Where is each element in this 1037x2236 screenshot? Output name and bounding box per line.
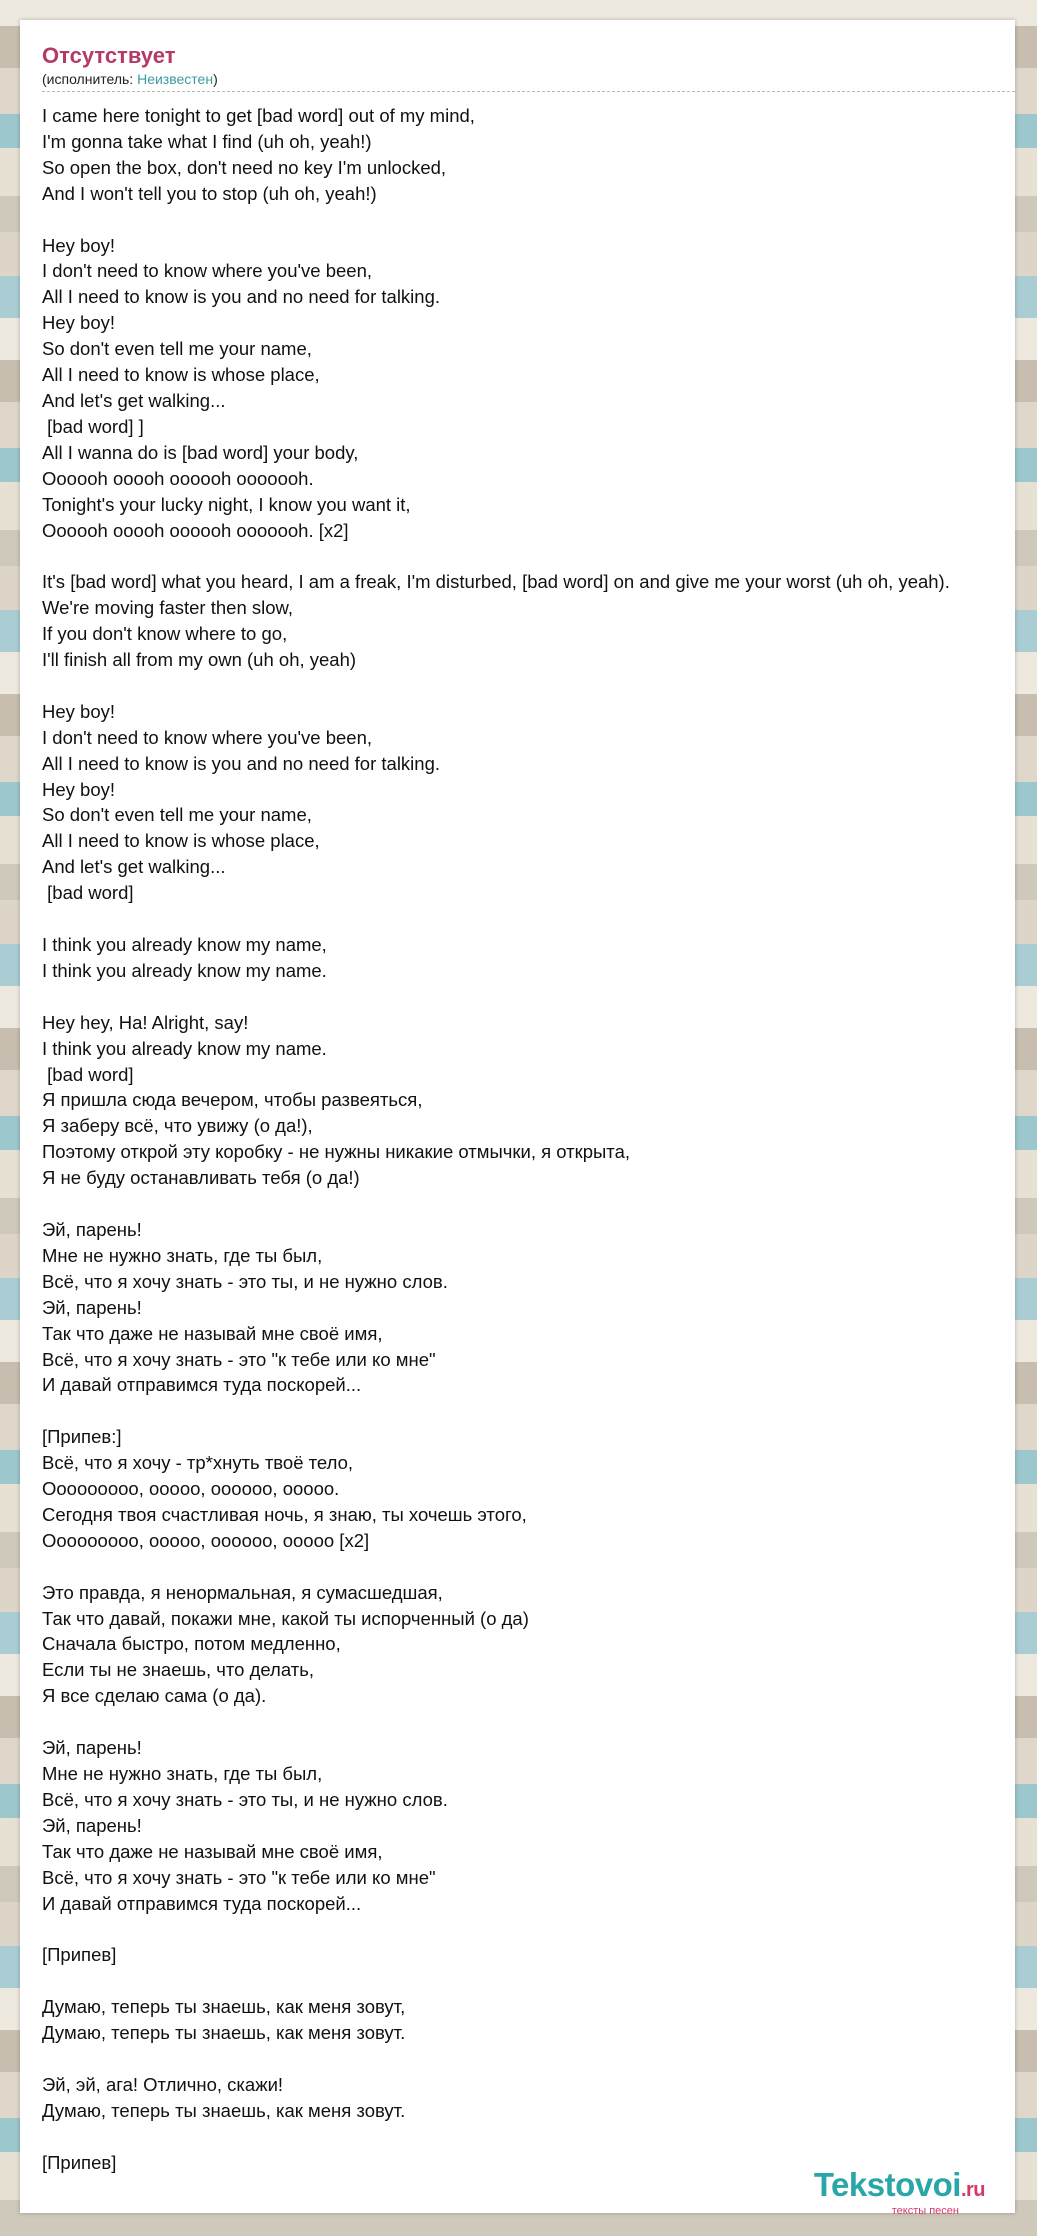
- lyrics-line: I think you already know my name.: [42, 1037, 327, 1059]
- lyrics-line: Я заберу всё, что увижу (о да!),: [42, 1115, 313, 1137]
- site-logo[interactable]: [814, 2168, 985, 2217]
- lyrics-line: It's [bad word] what you heard, I am a freak, I'm disturbed, [bad word] on and give me your worst (uh oh, yeah).: [42, 571, 950, 593]
- lyrics-line: Так что давай, покажи мне, какой ты испорченный (о да): [42, 1607, 529, 1629]
- logo-tld: .ru: [960, 2179, 985, 2201]
- lyrics-line: Я не буду останавливать тебя (о да!): [42, 1167, 360, 1189]
- lyrics-line: Если ты не знаешь, что делать,: [42, 1659, 314, 1681]
- lyrics-line: [bad word] ]: [42, 415, 144, 437]
- lyrics-line: И давай отправимся туда поскорей...: [42, 1892, 362, 1914]
- lyrics-line: Эй, эй, ага! Отлично, скажи!: [42, 2073, 284, 2095]
- lyrics-text: [42, 103, 1037, 2176]
- lyrics-line: Hey hey, Ha! Alright, say!: [42, 1011, 249, 1033]
- lyrics-line: I'll finish all from my own (uh oh, yeah): [42, 649, 357, 671]
- lyrics-line: So open the box, don't need no key I'm unlocked,: [42, 156, 447, 178]
- lyrics-line: All I need to know is you and no need for talking.: [42, 752, 441, 774]
- lyrics-line: Думаю, теперь ты знаешь, как меня зовут.: [42, 2022, 406, 2044]
- lyrics-line: И давай отправимся туда поскорей...: [42, 1374, 362, 1396]
- lyrics-line: Всё, что я хочу - тр*хнуть твоё тело,: [42, 1452, 354, 1474]
- lyrics-line: Всё, что я хочу знать - это "к тебе или ко мне": [42, 1866, 436, 1888]
- lyrics-line: Эй, парень!: [42, 1814, 142, 1836]
- content-panel: [20, 20, 1015, 2217]
- lyrics-line: Oooooh ooooh oooooh ooooooh. [x2]: [42, 519, 349, 541]
- lyrics-line: Oooooh ooooh oooooh ooooooh.: [42, 467, 314, 489]
- lyrics-line: All I need to know is whose place,: [42, 364, 320, 386]
- lyrics-line: Так что даже не называй мне своё имя,: [42, 1840, 383, 1862]
- lyrics-line: And I won't tell you to stop (uh oh, yeah!): [42, 182, 377, 204]
- lyrics-line: Hey boy!: [42, 700, 116, 722]
- lyrics-line: Так что даже не называй мне своё имя,: [42, 1322, 383, 1344]
- lyrics-line: All I need to know is you and no need for talking.: [42, 286, 441, 308]
- logo-tagline: тексты песен: [891, 2205, 959, 2217]
- lyrics-line: Hey boy!: [42, 312, 116, 334]
- lyrics-line: [bad word]: [42, 1063, 134, 1085]
- lyrics-line: Tonight's your lucky night, I know you want it,: [42, 493, 411, 515]
- lyrics-line: Сегодня твоя счастливая ночь, я знаю, ты хочешь этого,: [42, 1503, 527, 1525]
- lyrics-line: Hey boy!: [42, 778, 116, 800]
- lyrics-line: So don't even tell me your name,: [42, 804, 312, 826]
- lyrics-line: Всё, что я хочу знать - это "к тебе или ко мне": [42, 1348, 436, 1370]
- lyrics-line: Это правда, я ненормальная, я сумасшедшая,: [42, 1581, 443, 1603]
- lyrics-line: I came here tonight to get [bad word] out of my mind,: [42, 105, 475, 126]
- lyrics-line: Сначала быстро, потом медленно,: [42, 1633, 341, 1655]
- lyrics-line: Эй, парень!: [42, 1218, 142, 1240]
- lyrics-line: All I need to know is whose place,: [42, 830, 320, 852]
- lyrics-line: Думаю, теперь ты знаешь, как меня зовут.: [42, 2099, 406, 2121]
- lyrics-line: Думаю, теперь ты знаешь, как меня зовут,: [42, 1996, 406, 2018]
- lyrics-line: I think you already know my name.: [42, 959, 327, 981]
- logo-wordmark: [814, 2168, 985, 2207]
- lyrics-line: We're moving faster then slow,: [42, 597, 293, 619]
- lyrics-line: So don't even tell me your name,: [42, 338, 312, 360]
- artist-line: [42, 70, 1015, 92]
- lyrics-line: And let's get walking...: [42, 856, 226, 878]
- lyrics-line: Мне не нужно знать, где ты был,: [42, 1763, 323, 1784]
- lyrics-line: Всё, что я хочу знать - это ты, и не нужно слов.: [42, 1788, 448, 1810]
- lyrics-line: I think you already know my name,: [42, 934, 327, 955]
- lyrics-line: Hey boy!: [42, 234, 116, 256]
- logo-word: Tekstovoi: [813, 2166, 961, 2203]
- lyrics-line: Эй, парень!: [42, 1737, 142, 1759]
- lyrics-line: [bad word]: [42, 882, 134, 904]
- lyrics-line: Поэтому открой эту коробку - не нужны никакие отмычки, я открыта,: [42, 1141, 630, 1163]
- lyrics-line: Я все сделаю сама (о да).: [42, 1685, 267, 1707]
- lyrics-line: Всё, что я хочу знать - это ты, и не нужно слов.: [42, 1270, 448, 1292]
- lyrics-line: Ооооооооо, ооооо, оооооо, ооооо.: [42, 1478, 340, 1500]
- lyrics-line: Ооооооооо, ооооо, оооооо, ооооо [x2]: [42, 1529, 370, 1551]
- artist-link[interactable]: Неизвестен: [137, 71, 214, 87]
- lyrics-line: [Припев:]: [42, 1426, 122, 1448]
- lyrics-line: Эй, парень!: [42, 1296, 142, 1318]
- lyrics-line: I don't need to know where you've been,: [42, 726, 373, 748]
- song-title: Отсутствует: [42, 43, 176, 68]
- lyrics-line: I don't need to know where you've been,: [42, 260, 373, 282]
- lyrics-line: [Припев]: [42, 1944, 117, 1966]
- lyrics-line: All I wanna do is [bad word] your body,: [42, 441, 359, 463]
- lyrics-line: Я пришла сюда вечером, чтобы развеяться,: [42, 1089, 423, 1111]
- artist-prefix: (исполнитель:: [42, 71, 138, 87]
- song-header: [42, 42, 1015, 92]
- lyrics-line: I'm gonna take what I find (uh oh, yeah!): [42, 130, 372, 152]
- lyrics-line: If you don't know where to go,: [42, 623, 288, 645]
- artist-suffix: ): [213, 71, 218, 87]
- lyrics-line: Мне не нужно знать, где ты был,: [42, 1244, 323, 1266]
- lyrics-line: [Припев]: [42, 2151, 117, 2173]
- lyrics-line: And let's get walking...: [42, 389, 226, 411]
